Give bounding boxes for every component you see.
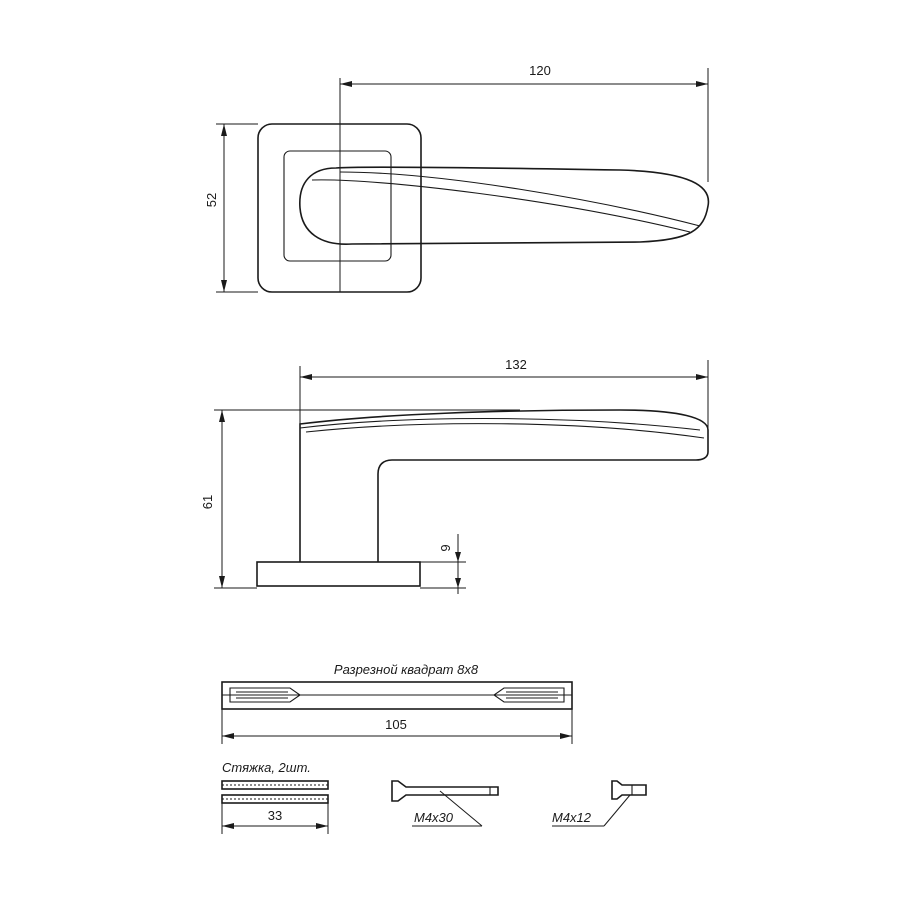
- dim-side-height: 61: [200, 494, 215, 510]
- rose-side: [257, 562, 420, 586]
- dim-spindle-length: 105: [385, 717, 407, 732]
- screw-m4x12: [552, 781, 646, 826]
- top-view: [204, 63, 708, 292]
- screw-long-label: M4x30: [414, 810, 454, 825]
- dim-side-length: 132: [505, 357, 527, 372]
- dim-tie-length: 33: [267, 808, 283, 823]
- spindle-caption: Разрезной квадрат 8х8: [333, 662, 479, 677]
- lever-top-ridge: [312, 180, 690, 232]
- spindle: [222, 662, 572, 744]
- dim-top-length: 120: [529, 63, 551, 78]
- lever-side-outline: [300, 410, 708, 562]
- dim-rose-thickness: 9: [438, 544, 453, 552]
- tie-caption: Стяжка, 2шт.: [222, 760, 311, 775]
- screw-short-label: M4x12: [552, 810, 592, 825]
- screw-m4x30: [392, 781, 498, 826]
- side-view: [200, 357, 708, 594]
- dim-top-height: 52: [204, 192, 219, 208]
- tie-rod: [222, 760, 328, 834]
- lever-top-outline: [300, 167, 709, 244]
- lever-side-edge-2: [306, 424, 704, 438]
